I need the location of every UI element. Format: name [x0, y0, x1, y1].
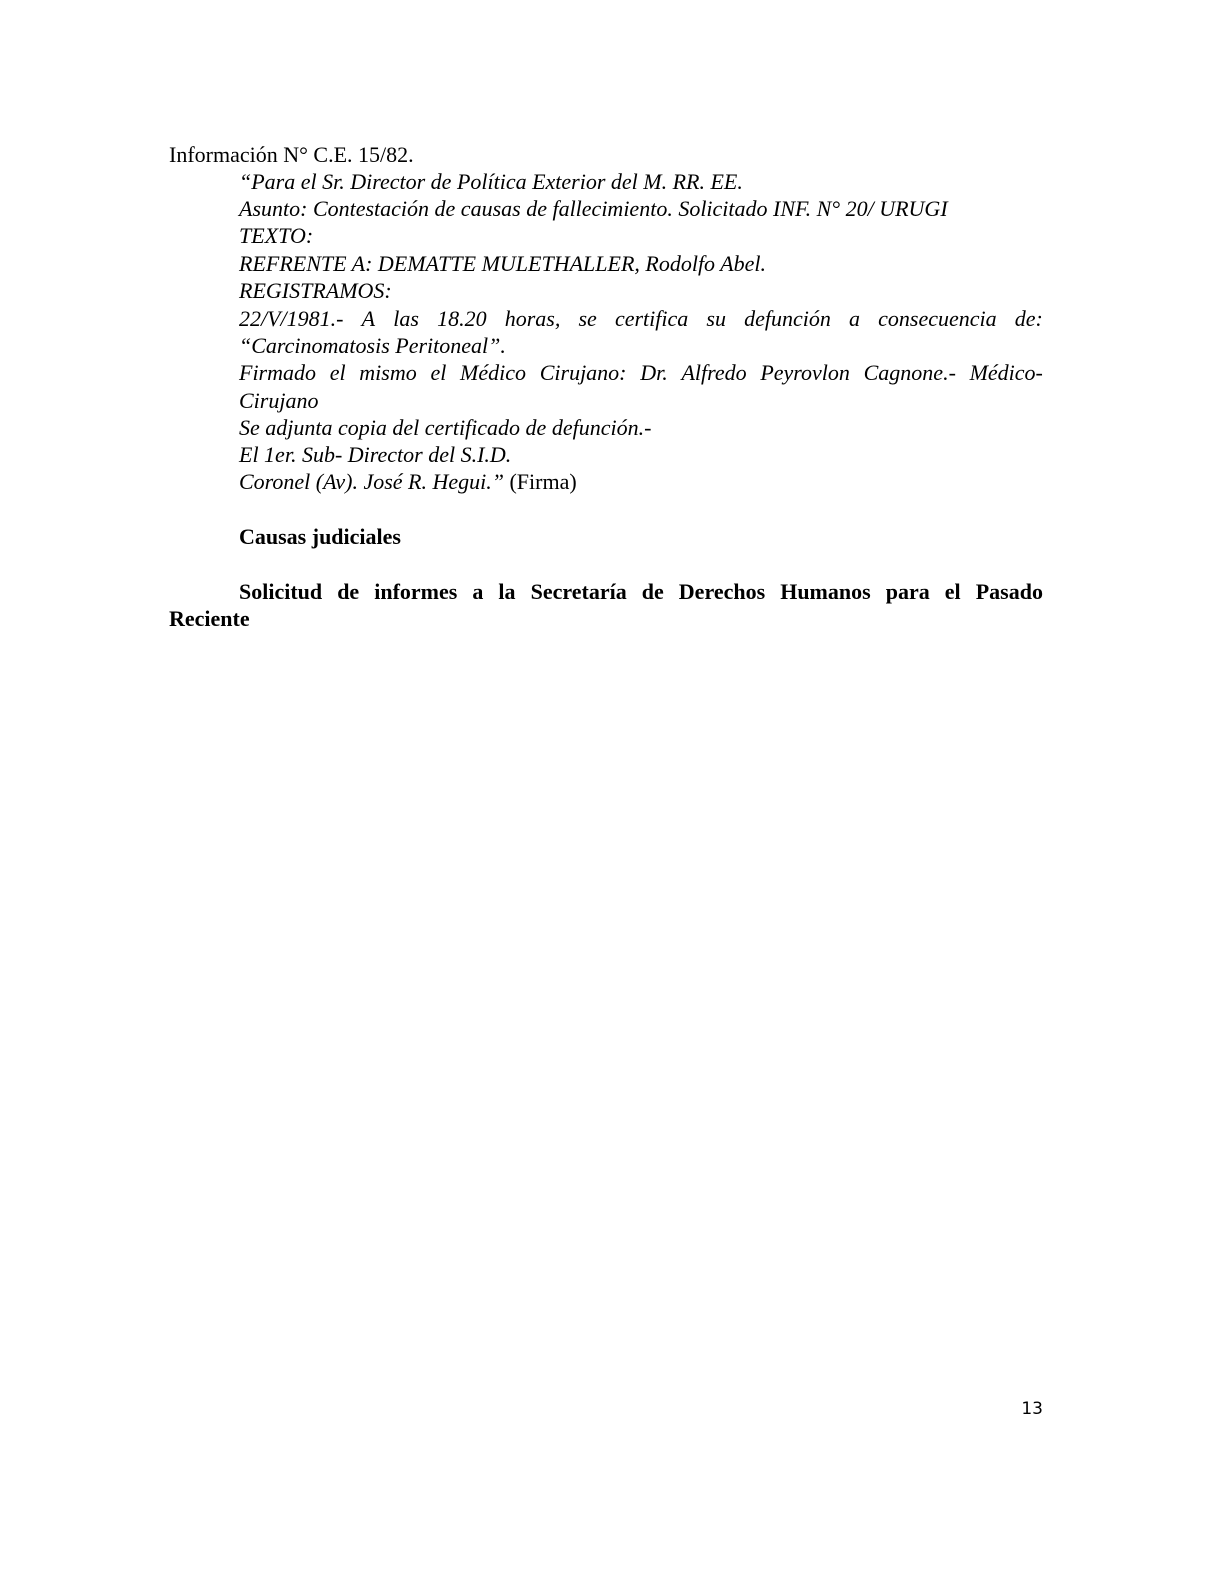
word: se: [578, 306, 597, 331]
word: Dr.: [640, 360, 668, 385]
word: la: [498, 579, 516, 604]
information-number: Información N° C.E. 15/82.: [169, 142, 414, 167]
word: informes: [374, 579, 458, 604]
word: Médico: [460, 360, 527, 385]
section-heading-judicial-cases: Causas judiciales: [239, 524, 401, 549]
word: Peyrovlon: [760, 360, 850, 385]
word: horas,: [504, 306, 561, 331]
signature-note: (Firma): [503, 469, 577, 494]
word: Pasado: [975, 579, 1043, 604]
word: el: [944, 579, 961, 604]
quote-line-attachment: Se adjunta copia del certificado de defunción.-: [239, 415, 652, 440]
word: mismo: [359, 360, 417, 385]
word: de:: [1014, 306, 1043, 331]
request-heading-line2: Reciente: [169, 606, 250, 631]
word: Derechos: [678, 579, 766, 604]
quote-line-referent: REFRENTE A: DEMATTE MULETHALLER, Rodolfo Abel.: [239, 251, 766, 276]
word: A: [361, 306, 376, 331]
quote-line-registered-label: REGISTRAMOS:: [239, 278, 392, 303]
word: para: [885, 579, 930, 604]
word: el: [329, 360, 346, 385]
word: Secretaría: [530, 579, 627, 604]
word: su: [706, 306, 726, 331]
word: 22/V/1981.-: [239, 306, 344, 331]
word: Alfredo: [681, 360, 747, 385]
quote-line-signed-by: [239, 359, 1043, 386]
quote-line-subject: Asunto: Contestación de causas de fallecimiento. Solicitado INF. N° 20/ URUGI: [239, 196, 948, 221]
quote-line-signature: [239, 468, 577, 495]
word: a: [849, 306, 860, 331]
word: Cagnone.-: [863, 360, 956, 385]
word: defunción: [744, 306, 831, 331]
word: consecuencia: [878, 306, 997, 331]
quote-line-death-date: [239, 305, 1043, 332]
word: a: [472, 579, 484, 604]
word: Cirujano:: [539, 360, 627, 385]
request-heading-line1: [239, 578, 1043, 605]
word: 18.20: [437, 306, 487, 331]
word: las: [393, 306, 419, 331]
page-number: 13: [1021, 1399, 1043, 1419]
quote-line-subdirector: El 1er. Sub- Director del S.I.D.: [239, 442, 512, 467]
word: Solicitud: [239, 579, 323, 604]
quote-line-recipient: “Para el Sr. Director de Política Exterior del M. RR. EE.: [239, 169, 743, 194]
word: Médico-: [969, 360, 1043, 385]
signatory-name: Coronel (Av). José R. Hegui.”: [239, 469, 504, 494]
word: el: [430, 360, 447, 385]
word: de: [337, 579, 360, 604]
quote-line-surgeon: Cirujano: [239, 388, 319, 413]
word: Humanos: [780, 579, 871, 604]
quote-line-cause: “Carcinomatosis Peritoneal”.: [239, 333, 506, 358]
word: certifica: [614, 306, 689, 331]
quote-line-text-label: TEXTO:: [239, 223, 314, 248]
word: de: [641, 579, 664, 604]
word: Firmado: [239, 360, 316, 385]
